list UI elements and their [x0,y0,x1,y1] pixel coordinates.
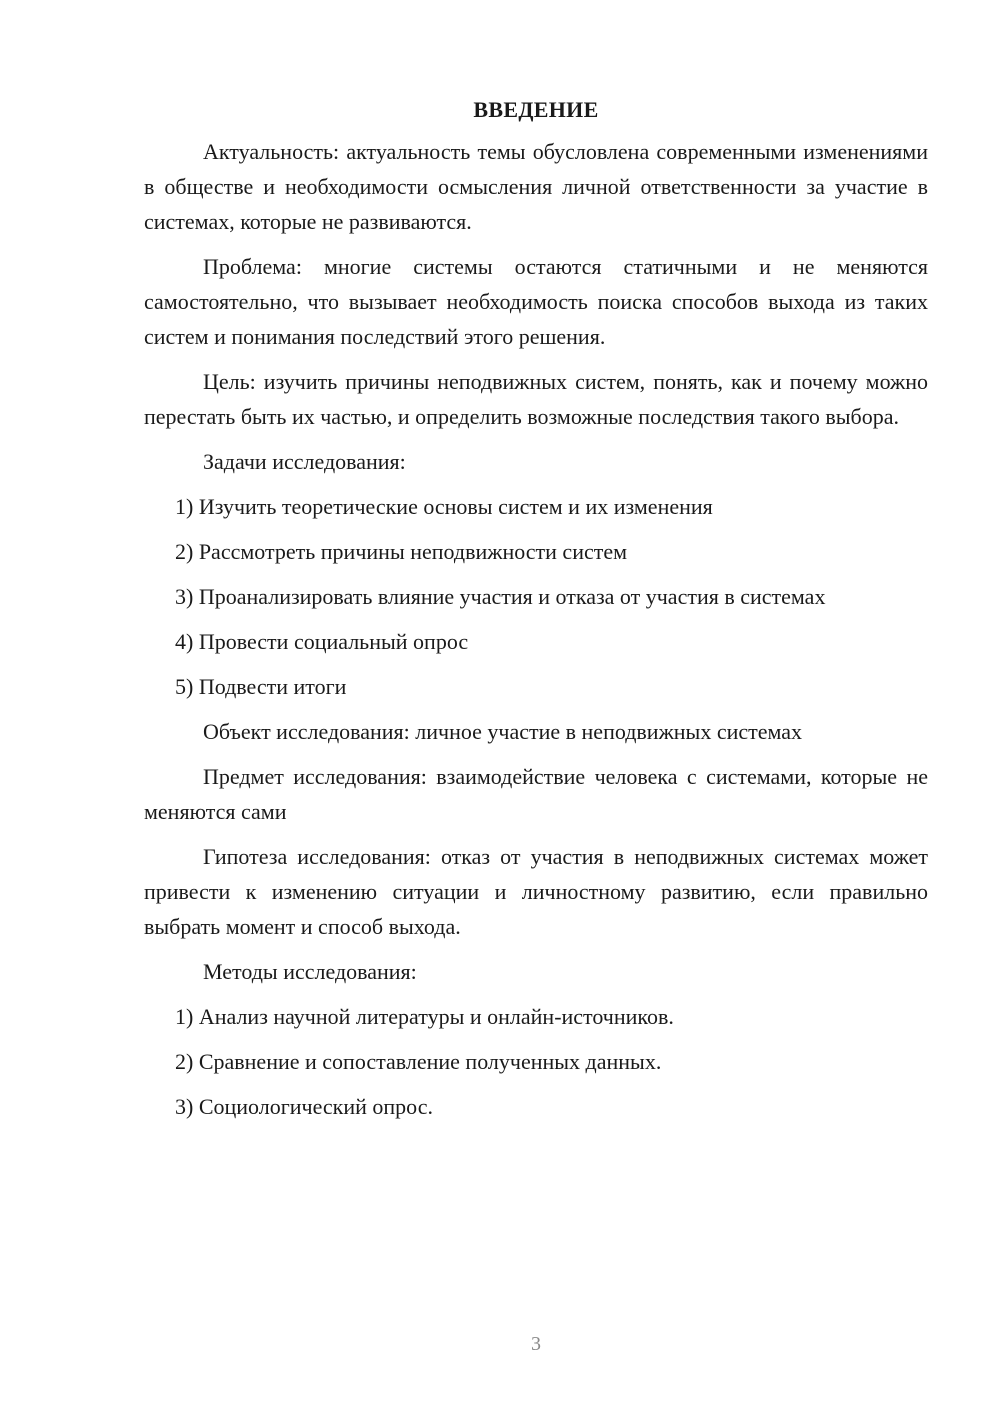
methods-list [144,999,928,1124]
document-page [144,92,928,1134]
task-item: 5) Подвести итоги [175,674,347,699]
task-item: 2) Рассмотреть причины неподвижности систем [175,539,628,564]
task-item: 3) Проанализировать влияние участия и отказа от участия в системах [175,584,826,609]
methods-heading: Методы исследования: [203,959,417,984]
page-number: 3 [531,1333,541,1355]
method-item: 1) Анализ научной литературы и онлайн-источников. [175,1004,674,1029]
task-item: 4) Провести социальный опрос [175,629,469,654]
page-title: ВВЕДЕНИЕ [473,97,599,122]
task-item: 1) Изучить теоретические основы систем и их изменения [175,494,713,519]
method-item: 3) Социологический опрос. [175,1094,433,1119]
goal-paragraph: Цель: изучить причины неподвижных систем, понять, как и почему можно перестать быть их частью, и определить возможные последствия такого выбора. [144,369,928,429]
hypothesis-paragraph: Гипотеза исследования: отказ от участия в неподвижных системах может привести к изменению ситуации и личностному развитию, если правильно выбрать момент и способ выхода. [144,844,928,939]
method-item: 2) Сравнение и сопоставление полученных данных. [175,1049,662,1074]
problem-paragraph: Проблема: многие системы остаются статичными и не меняются самостоятельно, что вызывает необходимость поиска способов выхода из таких систем и понимания последствий этого решения. [144,254,928,349]
subject-paragraph: Предмет исследования: взаимодействие человека с системами, которые не меняются сами [144,764,928,824]
tasks-heading: Задачи исследования: [203,449,406,474]
object-paragraph: Объект исследования: личное участие в неподвижных системах [203,719,803,744]
relevance-paragraph: Актуальность: актуальность темы обусловлена современными изменениями в обществе и необходимости осмысления личной ответственности за участие в системах, которые не развиваются. [144,139,928,234]
tasks-list [144,489,928,704]
